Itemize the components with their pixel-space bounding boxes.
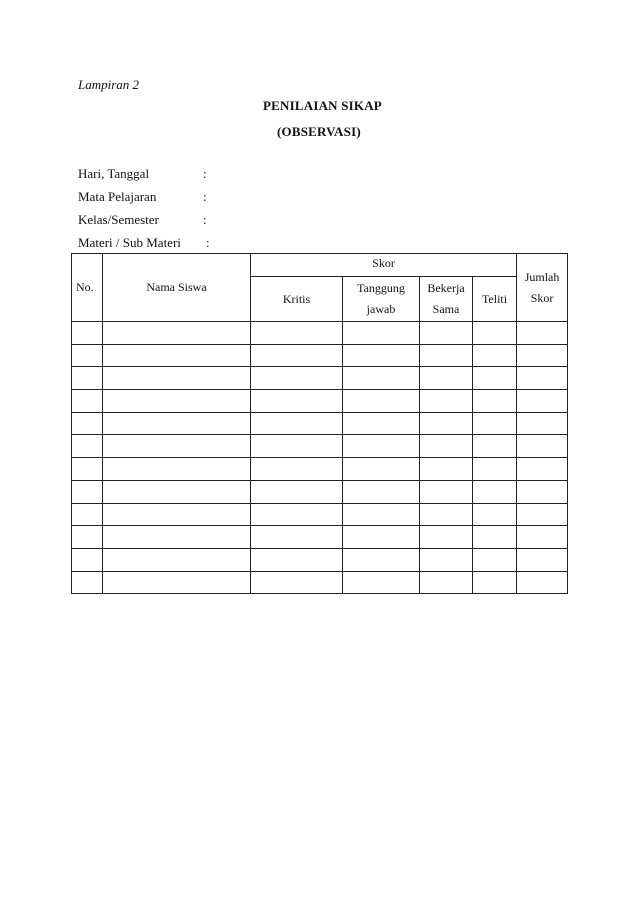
table-row: [72, 503, 568, 526]
table-row: [72, 435, 568, 458]
table-cell: [72, 571, 103, 594]
table-cell: [251, 390, 343, 413]
table-cell: [473, 571, 517, 594]
table-cell: [420, 367, 473, 390]
table-cell: [517, 548, 568, 571]
subheader-tanggung-line1: Tanggung: [357, 281, 405, 295]
table-cell: [251, 435, 343, 458]
table-row: [72, 367, 568, 390]
table-cell: [473, 322, 517, 345]
table-cell: [473, 435, 517, 458]
table-cell: [72, 458, 103, 481]
field-colon-kelas-semester: :: [203, 212, 207, 227]
table-cell: [251, 412, 343, 435]
table-cell: [72, 503, 103, 526]
table-cell: [103, 367, 251, 390]
table-cell: [72, 367, 103, 390]
page-title: PENILAIAN SIKAP: [263, 98, 382, 113]
table-cell: [103, 480, 251, 503]
subheader-kritis: Kritis: [251, 277, 343, 322]
table-cell: [343, 548, 420, 571]
table-cell: [251, 526, 343, 549]
table-cell: [343, 526, 420, 549]
subheader-bekerja-line2: Sama: [432, 302, 460, 316]
header-jumlah-line2: Skor: [530, 290, 554, 305]
table-cell: [420, 344, 473, 367]
page-subtitle: (OBSERVASI): [277, 124, 361, 139]
field-label-materi: Materi / Sub Materi: [78, 235, 181, 250]
table-cell: [473, 458, 517, 481]
table-cell: [343, 435, 420, 458]
table-cell: [343, 458, 420, 481]
table-cell: [72, 322, 103, 345]
table-cell: [343, 344, 420, 367]
table-cell: [251, 548, 343, 571]
table-cell: [251, 480, 343, 503]
table-cell: [343, 503, 420, 526]
table-cell: [72, 480, 103, 503]
field-label-hari-tanggal: Hari, Tanggal: [78, 166, 150, 181]
subheader-bekerja-line1: Bekerja: [427, 281, 465, 295]
table-cell: [517, 412, 568, 435]
table-cell: [103, 503, 251, 526]
field-colon-hari-tanggal: :: [203, 166, 207, 181]
table-cell: [420, 458, 473, 481]
table-cell: [251, 571, 343, 594]
table-cell: [517, 571, 568, 594]
table-cell: [517, 435, 568, 458]
subheader-teliti: Teliti: [473, 277, 517, 322]
table-cell: [103, 322, 251, 345]
table-cell: [343, 390, 420, 413]
table-body: [72, 322, 568, 594]
header-jumlah-skor: [517, 254, 568, 322]
table-cell: [72, 435, 103, 458]
table-cell: [103, 526, 251, 549]
table-row: [72, 344, 568, 367]
table-cell: [473, 526, 517, 549]
table-cell: [72, 344, 103, 367]
table-cell: [72, 526, 103, 549]
table-cell: [517, 526, 568, 549]
subheader-tanggung-line2: jawab: [366, 302, 396, 316]
table-cell: [103, 548, 251, 571]
table-cell: [72, 412, 103, 435]
table-row: [72, 526, 568, 549]
table-cell: [473, 548, 517, 571]
subheader-tanggung-jawab: [343, 277, 420, 322]
observation-table: [71, 253, 568, 594]
table-row: [72, 458, 568, 481]
field-label-mata-pelajaran: Mata Pelajaran: [78, 189, 157, 204]
table-row: [72, 480, 568, 503]
table-row: [72, 412, 568, 435]
table-cell: [343, 367, 420, 390]
table-cell: [103, 571, 251, 594]
table-cell: [517, 458, 568, 481]
header-skor: Skor: [251, 254, 517, 277]
header-no: No.: [72, 254, 103, 322]
table-cell: [343, 480, 420, 503]
table-cell: [473, 367, 517, 390]
table-cell: [103, 390, 251, 413]
table-cell: [103, 458, 251, 481]
table-cell: [251, 458, 343, 481]
field-label-kelas-semester: Kelas/Semester: [78, 212, 159, 227]
table-cell: [420, 503, 473, 526]
table-cell: [473, 412, 517, 435]
table-cell: [517, 503, 568, 526]
table-cell: [420, 571, 473, 594]
table-cell: [103, 435, 251, 458]
table-cell: [251, 367, 343, 390]
table-cell: [251, 344, 343, 367]
subheader-bekerja-sama: [420, 277, 473, 322]
table-cell: [420, 548, 473, 571]
table-row: [72, 548, 568, 571]
table-cell: [420, 526, 473, 549]
table-row: [72, 322, 568, 345]
table-row: [72, 571, 568, 594]
table-cell: [517, 480, 568, 503]
lampiran-label: Lampiran 2: [78, 77, 140, 92]
table-cell: [473, 480, 517, 503]
table-cell: [473, 344, 517, 367]
table-cell: [420, 435, 473, 458]
table-cell: [517, 390, 568, 413]
table-cell: [473, 503, 517, 526]
field-colon-mata-pelajaran: :: [203, 189, 207, 204]
table-cell: [517, 367, 568, 390]
table-cell: [420, 390, 473, 413]
table-row: [72, 390, 568, 413]
header-nama-siswa: Nama Siswa: [103, 254, 251, 322]
table-cell: [473, 390, 517, 413]
table-cell: [103, 412, 251, 435]
table-cell: [517, 322, 568, 345]
table-cell: [420, 480, 473, 503]
table-cell: [72, 548, 103, 571]
table-cell: [420, 412, 473, 435]
table-cell: [72, 390, 103, 413]
table-cell: [343, 412, 420, 435]
table-cell: [103, 344, 251, 367]
field-colon-materi: :: [206, 235, 210, 250]
table-cell: [343, 571, 420, 594]
table-cell: [251, 503, 343, 526]
table-cell: [251, 322, 343, 345]
table-cell: [517, 344, 568, 367]
table-cell: [420, 322, 473, 345]
table-cell: [343, 322, 420, 345]
header-jumlah-line1: Jumlah: [524, 269, 560, 284]
